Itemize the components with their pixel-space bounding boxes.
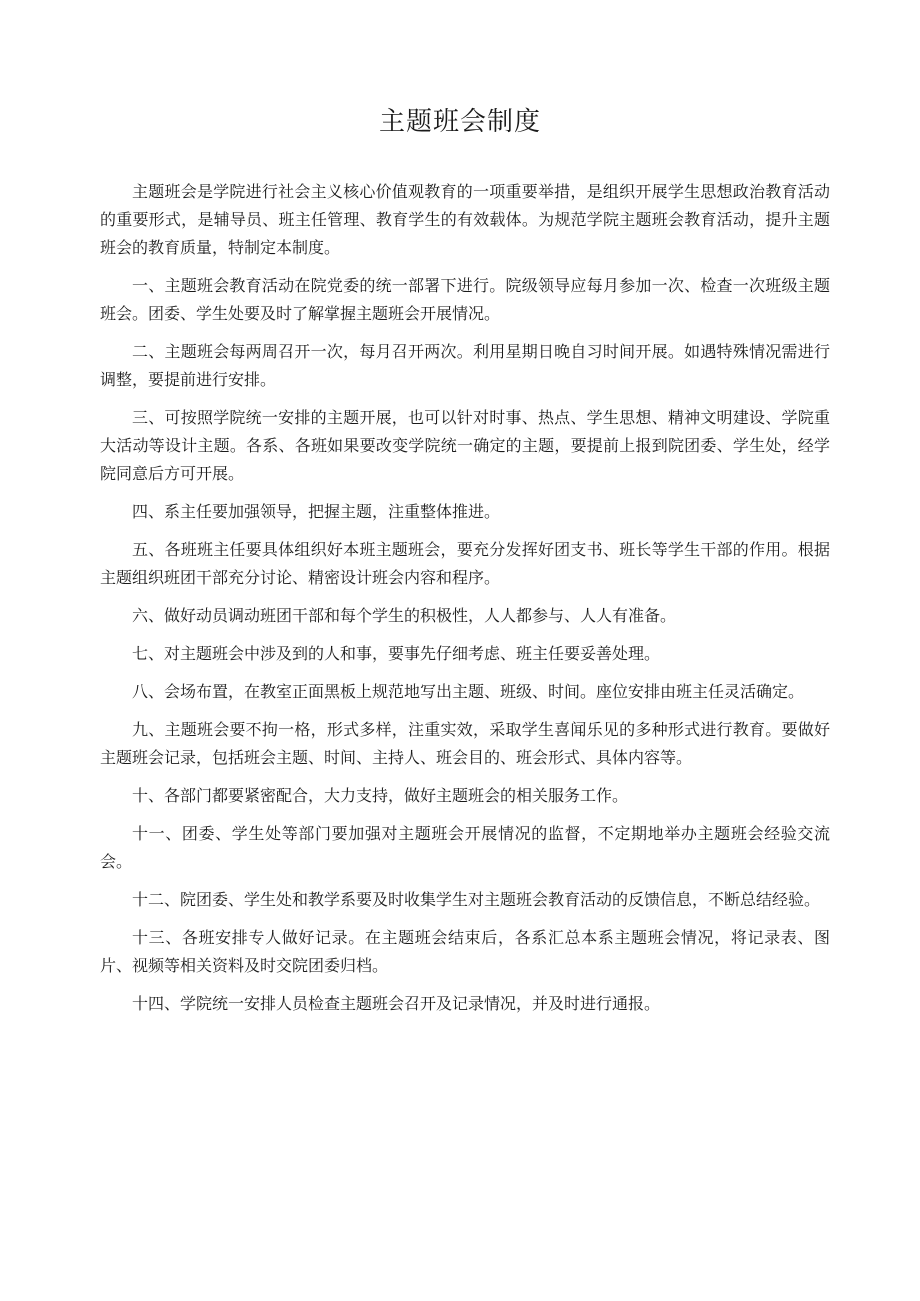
intro-paragraph: 主题班会是学院进行社会主义核心价值观教育的一项重要举措，是组织开展学生思想政治教育活动的重要形式，是辅导员、班主任管理、教育学生的有效载体。为规范学院主题班会教育活动，提升主题班会的教育质量，特制定本制度。 — [100, 182, 830, 257]
clause-9-paragraph: 九、主题班会要不拘一格，形式多样，注重实效，采取学生喜闻乐见的多种形式进行教育。要做好主题班会记录，包括班会主题、时间、主持人、班会目的、班会形式、具体内容等。 — [100, 720, 830, 767]
clause-13-paragraph: 十三、各班安排专人做好记录。在主题班会结束后，各系汇总本系主题班会情况，将记录表、图片、视频等相关资料及时交院团委归档。 — [100, 928, 830, 975]
clause-11-paragraph: 十一、团委、学生处等部门要加强对主题班会开展情况的监督，不定期地举办主题班会经验交流会。 — [100, 824, 830, 871]
clause-14-paragraph: 十四、学院统一安排人员检查主题班会召开及记录情况，并及时进行通报。 — [132, 994, 661, 1013]
clause-7-paragraph: 七、对主题班会中涉及到的人和事，要事先仔细考虑、班主任要妥善处理。 — [132, 644, 661, 663]
document-body — [100, 178, 830, 1028]
clause-12-paragraph: 十二、院团委、学生处和教学系要及时收集学生对主题班会教育活动的反馈信息，不断总结经验。 — [132, 890, 821, 909]
clause-3-paragraph: 三、可按照学院统一安排的主题开展，也可以针对时事、热点、学生思想、精神文明建设、学院重大活动等设计主题。各系、各班如果要改变学院统一确定的主题，要提前上报到院团委、学生处，经学院同意后方可开展。 — [100, 408, 830, 483]
clause-5-paragraph: 五、各班班主任要具体组织好本班主题班会，要充分发挥好团支书、班长等学生干部的作用。根据主题组织班团干部充分讨论、精密设计班会内容和程序。 — [100, 540, 830, 587]
clause-2-paragraph: 二、主题班会每两周召开一次，每月召开两次。利用星期日晚自习时间开展。如遇特殊情况需进行调整，要提前进行安排。 — [100, 342, 830, 389]
clause-6-paragraph: 六、做好动员调动班团干部和每个学生的积极性，人人都参与、人人有准备。 — [132, 606, 677, 625]
clause-10-paragraph: 十、各部门都要紧密配合，大力支持，做好主题班会的相关服务工作。 — [132, 786, 629, 805]
clause-4-paragraph: 四、系主任要加强领导，把握主题，注重整体推进。 — [132, 502, 501, 521]
clause-1-paragraph: 一、主题班会教育活动在院党委的统一部署下进行。院级领导应每月参加一次、检查一次班级主题班会。团委、学生处要及时了解掌握主题班会开展情况。 — [100, 276, 830, 323]
clause-8-paragraph: 八、会场布置，在教室正面黑板上规范地写出主题、班级、时间。座位安排由班主任灵活确定。 — [132, 682, 805, 701]
document-title: 主题班会制度 — [378, 107, 541, 137]
